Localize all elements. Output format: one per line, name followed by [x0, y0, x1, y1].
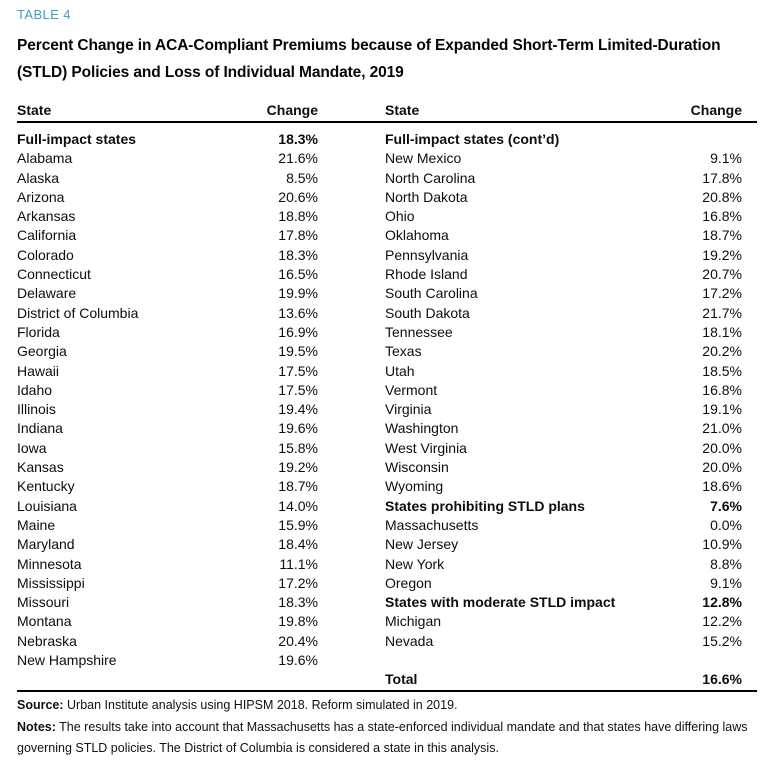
notes-label: Notes: [17, 719, 56, 734]
change-cell: 16.8% [702, 381, 742, 398]
row-pair-left [17, 574, 318, 593]
row-pair-right [385, 342, 742, 361]
change-cell: 20.7% [702, 266, 742, 283]
row-pair-right [385, 419, 742, 438]
row-pair-right [385, 130, 742, 149]
state-cell: Washington [385, 420, 459, 437]
state-cell: Kentucky [17, 478, 75, 495]
change-cell: 17.2% [702, 285, 742, 302]
table-row [17, 323, 757, 342]
row-pair-left [17, 362, 318, 381]
state-cell: Louisiana [17, 497, 77, 514]
table-row [17, 149, 757, 168]
state-cell: Vermont [385, 381, 438, 398]
change-cell: 12.8% [702, 594, 742, 611]
state-cell: Virginia [385, 401, 432, 418]
row-pair-left [17, 284, 318, 303]
col-header-state-left: State [17, 102, 52, 118]
row-pair-right [385, 574, 742, 593]
table-row [17, 419, 757, 438]
source-text: Urban Institute analysis using HIPSM 2018. Reform simulated in 2019. [67, 698, 458, 713]
row-pair-right [385, 265, 742, 284]
state-cell: Florida [17, 323, 60, 340]
row-pair-right [385, 439, 742, 458]
column-header-right-pair [385, 102, 742, 118]
state-cell: Total [385, 671, 418, 688]
col-header-change-right: Change [690, 102, 742, 118]
row-pair-right [385, 362, 742, 381]
state-cell: Alabama [17, 150, 73, 167]
state-cell: Alaska [17, 169, 60, 186]
state-cell: California [17, 227, 77, 244]
state-cell: North Carolina [385, 169, 476, 186]
table-row [17, 516, 757, 535]
change-cell: 9.1% [710, 574, 742, 591]
table-row [17, 400, 757, 419]
table-row [17, 593, 757, 612]
state-cell: New Mexico [385, 150, 462, 167]
state-cell: Idaho [17, 381, 53, 398]
row-pair-left [17, 207, 318, 226]
change-cell: 16.8% [702, 208, 742, 225]
table-row [17, 439, 757, 458]
state-cell: Michigan [385, 613, 442, 630]
row-pair-left [17, 593, 318, 612]
row-pair-left [17, 458, 318, 477]
state-cell: Massachusetts [385, 516, 479, 533]
state-cell: Connecticut [17, 266, 91, 283]
change-cell: 20.0% [702, 439, 742, 456]
change-cell: 17.5% [278, 381, 318, 398]
table-row [17, 246, 757, 265]
change-cell: 20.0% [702, 459, 742, 476]
row-pair-left [17, 632, 318, 651]
table-row [17, 670, 757, 689]
change-cell: 0.0% [710, 516, 742, 533]
change-cell: 8.8% [710, 555, 742, 572]
change-cell: 18.7% [702, 227, 742, 244]
row-pair-left [17, 400, 318, 419]
notes-text: The results take into account that Massachusetts has a state-enforced individual mandate and that states have differing laws governing STLD policies. The District of Columbia is considered a state in this analysis. [17, 719, 748, 756]
state-cell: Maryland [17, 536, 75, 553]
change-cell: 19.6% [278, 652, 318, 669]
row-pair-right [385, 593, 742, 612]
state-cell: Ohio [385, 208, 415, 225]
change-cell: 10.9% [702, 536, 742, 553]
row-pair-right [385, 670, 742, 689]
change-cell: 18.7% [278, 478, 318, 495]
row-pair-left [17, 304, 318, 323]
change-cell: 15.2% [702, 632, 742, 649]
change-cell: 19.2% [278, 459, 318, 476]
state-cell: Maine [17, 516, 56, 533]
state-cell: Hawaii [17, 362, 60, 379]
change-cell: 20.8% [702, 188, 742, 205]
change-cell: 17.8% [702, 169, 742, 186]
change-cell: 9.1% [710, 150, 742, 167]
row-pair-left [17, 419, 318, 438]
change-cell: 19.1% [702, 401, 742, 418]
change-cell: 14.0% [278, 497, 318, 514]
row-pair-right [385, 458, 742, 477]
state-cell: Pennsylvania [385, 246, 469, 263]
state-cell: States with moderate STLD impact [385, 594, 616, 611]
change-cell: 19.5% [278, 343, 318, 360]
row-pair-left [17, 246, 318, 265]
change-cell: 21.0% [702, 420, 742, 437]
table-row [17, 632, 757, 651]
state-cell: Nevada [385, 632, 434, 649]
table-footnotes [17, 695, 759, 760]
row-pair-left [17, 381, 318, 400]
table-row [17, 169, 757, 188]
table-row [17, 130, 757, 149]
row-pair-left [17, 188, 318, 207]
row-pair-right [385, 381, 742, 400]
table-row [17, 477, 757, 496]
table-title-line-2: (STLD) Policies and Loss of Individual Mandate, 2019 [17, 64, 404, 81]
bottom-rule [17, 690, 757, 693]
change-cell: 18.4% [278, 536, 318, 553]
change-cell: 15.9% [278, 516, 318, 533]
change-cell: 13.6% [278, 304, 318, 321]
state-cell: Iowa [17, 439, 47, 456]
row-pair-right [385, 188, 742, 207]
state-cell: New York [385, 555, 445, 572]
row-pair-left [17, 323, 318, 342]
change-cell: 20.2% [702, 343, 742, 360]
table-row [17, 188, 757, 207]
row-pair-right [385, 149, 742, 168]
row-pair-right [385, 304, 742, 323]
change-cell: 17.8% [278, 227, 318, 244]
state-cell: Georgia [17, 343, 67, 360]
change-cell: 17.2% [278, 574, 318, 591]
row-pair-left [17, 651, 318, 670]
source-note [17, 695, 759, 717]
source-label: Source: [17, 698, 64, 713]
table-row [17, 265, 757, 284]
row-pair-right [385, 246, 742, 265]
row-pair-left [17, 439, 318, 458]
state-cell: Minnesota [17, 555, 82, 572]
table-row [17, 497, 757, 516]
table-row [17, 207, 757, 226]
state-cell: Arkansas [17, 208, 76, 225]
row-pair-right [385, 207, 742, 226]
state-cell: Mississippi [17, 574, 85, 591]
row-pair-left [17, 612, 318, 631]
table-row [17, 381, 757, 400]
table-body [17, 123, 757, 690]
row-pair-right [385, 535, 742, 554]
row-pair-right [385, 555, 742, 574]
row-pair-right [385, 226, 742, 245]
state-cell: District of Columbia [17, 304, 139, 321]
state-cell: Rhode Island [385, 266, 468, 283]
state-cell: Missouri [17, 594, 70, 611]
state-cell: Indiana [17, 420, 63, 437]
table-row [17, 535, 757, 554]
row-pair-left [17, 130, 318, 149]
row-pair-right [385, 632, 742, 651]
state-cell: Oregon [385, 574, 432, 591]
state-cell: Nebraska [17, 632, 77, 649]
row-pair-left [17, 535, 318, 554]
table-row [17, 226, 757, 245]
row-pair-right [385, 612, 742, 631]
change-cell: 18.3% [278, 246, 318, 263]
change-cell: 18.3% [278, 131, 318, 147]
change-cell: 18.1% [702, 323, 742, 340]
change-cell: 18.6% [702, 478, 742, 495]
change-cell: 17.5% [278, 362, 318, 379]
state-cell: Wisconsin [385, 459, 449, 476]
change-cell: 18.8% [278, 208, 318, 225]
table-row [17, 284, 757, 303]
table-row [17, 362, 757, 381]
change-cell: 19.4% [278, 401, 318, 418]
state-cell: West Virginia [385, 439, 467, 456]
row-pair-right [385, 284, 742, 303]
change-cell: 20.6% [278, 188, 318, 205]
change-cell: 20.4% [278, 632, 318, 649]
state-cell: Colorado [17, 246, 74, 263]
change-cell: 19.9% [278, 285, 318, 302]
change-cell: 15.8% [278, 439, 318, 456]
table-row [17, 304, 757, 323]
state-cell: Full-impact states [17, 131, 137, 147]
change-cell: 11.1% [279, 555, 318, 572]
row-pair-right [385, 400, 742, 419]
row-pair-left [17, 497, 318, 516]
state-cell: Tennessee [385, 323, 453, 340]
state-cell: Wyoming [385, 478, 444, 495]
state-cell: Utah [385, 362, 415, 379]
state-cell: States prohibiting STLD plans [385, 497, 585, 514]
column-header-left-pair [17, 102, 318, 118]
state-cell: Delaware [17, 285, 77, 302]
table-row [17, 612, 757, 631]
table-number-label: TABLE 4 [17, 7, 71, 22]
table-row [17, 651, 757, 670]
change-cell: 19.6% [278, 420, 318, 437]
state-cell: Montana [17, 613, 72, 630]
row-pair-left [17, 516, 318, 535]
change-cell: 21.6% [278, 150, 318, 167]
col-header-change-left: Change [266, 102, 318, 118]
state-cell: Kansas [17, 459, 64, 476]
change-cell: 19.2% [702, 246, 742, 263]
table-title-line-1: Percent Change in ACA-Compliant Premiums because of Expanded Short-Term Limited-Duration [17, 37, 721, 54]
row-pair-left [17, 169, 318, 188]
change-cell: 18.5% [702, 362, 742, 379]
row-pair-right [385, 323, 742, 342]
change-cell: 16.6% [702, 671, 742, 688]
row-pair-left [17, 226, 318, 245]
state-cell: Arizona [17, 188, 65, 205]
row-pair-right [385, 497, 742, 516]
change-cell: 8.5% [286, 169, 318, 186]
change-cell: 16.9% [278, 323, 318, 340]
notes-note [17, 717, 759, 760]
change-cell: 7.6% [710, 497, 742, 514]
row-pair-right [385, 169, 742, 188]
table-title [17, 32, 757, 86]
change-cell: 16.5% [278, 266, 318, 283]
change-cell: 21.7% [702, 304, 742, 321]
row-pair-right [385, 477, 742, 496]
state-cell: New Jersey [385, 536, 459, 553]
state-cell: Texas [385, 343, 422, 360]
change-cell: 18.3% [278, 594, 318, 611]
row-pair-left [17, 342, 318, 361]
row-pair-left [17, 149, 318, 168]
table-row [17, 574, 757, 593]
state-cell: Oklahoma [385, 227, 449, 244]
row-pair-left [17, 555, 318, 574]
change-cell: 19.8% [278, 613, 318, 630]
state-cell: North Dakota [385, 188, 468, 205]
state-cell: New Hampshire [17, 652, 117, 669]
state-cell: Illinois [17, 401, 56, 418]
state-cell: South Carolina [385, 285, 478, 302]
column-header-row [17, 99, 757, 118]
state-cell: South Dakota [385, 304, 470, 321]
row-pair-right [385, 516, 742, 535]
table-row [17, 555, 757, 574]
col-header-state-right: State [385, 102, 420, 118]
row-pair-left [17, 265, 318, 284]
change-cell: 12.2% [702, 613, 742, 630]
state-cell: Full-impact states (cont’d) [385, 131, 560, 147]
table-row [17, 458, 757, 477]
table-row [17, 342, 757, 361]
row-pair-left [17, 477, 318, 496]
